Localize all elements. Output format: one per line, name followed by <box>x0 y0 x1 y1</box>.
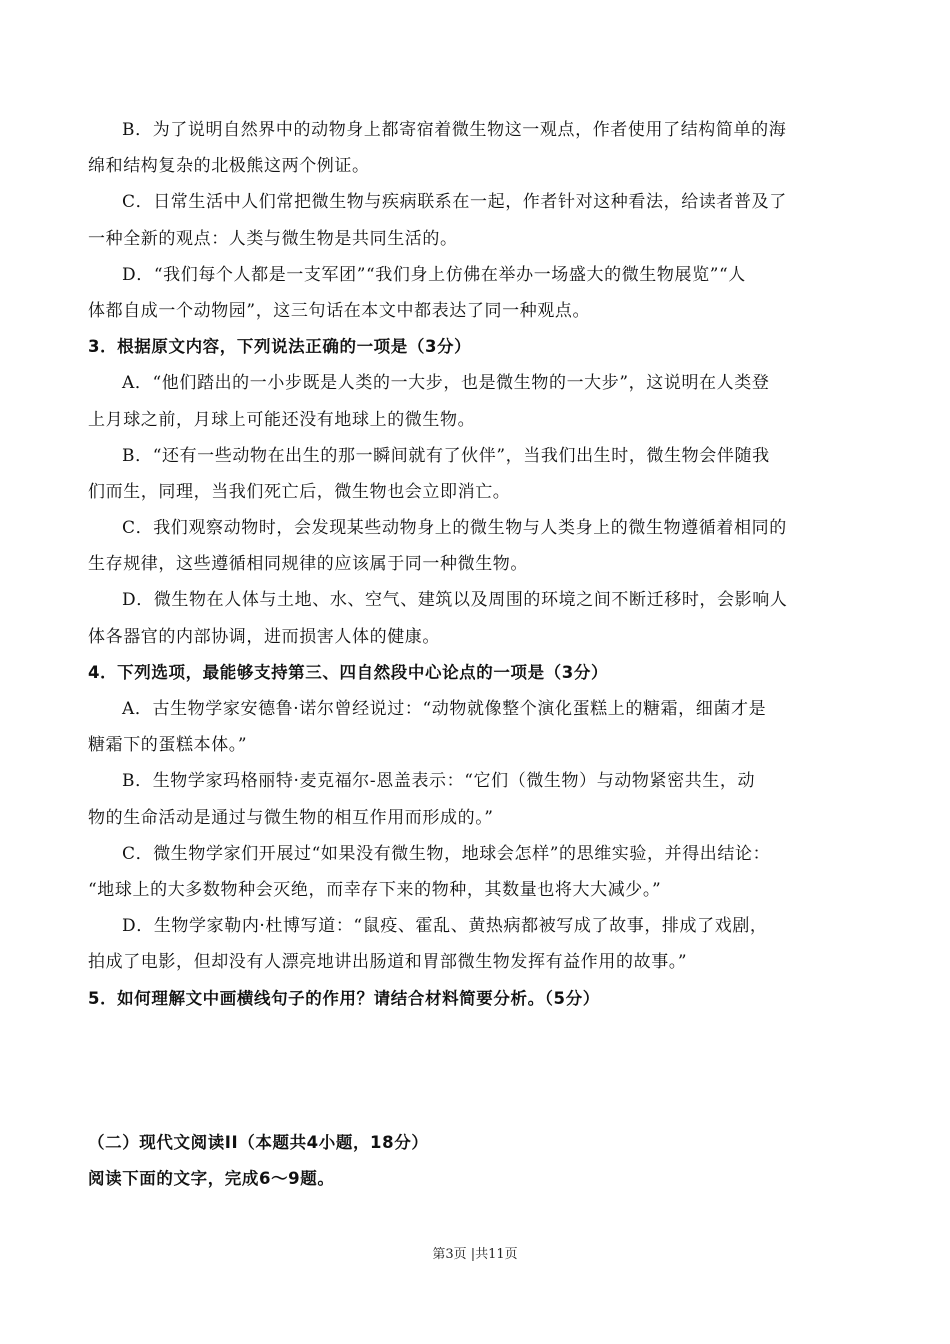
answer-space <box>88 1017 862 1125</box>
q4-option-d-line2: 拍成了电影，但却没有人漂亮地讲出肠道和胃部微生物发挥有益作用的故事。” <box>88 952 688 973</box>
q2-option-c-line2: 一种全新的观点：人类与微生物是共同生活的。 <box>88 228 458 249</box>
q2-option-b-line2: 绵和结构复杂的北极熊这两个例证。 <box>88 156 370 177</box>
q4-option-b-line2: 物的生命活动是通过与微生物的相互作用而形成的。” <box>88 807 494 828</box>
q4-option-a-line1: A．古生物学家安德鲁·诺尔曾经说过：“动物就像整个演化蛋糕上的糖霜，细菌才是 <box>122 699 767 719</box>
page-footer: 第3页 |共11页 <box>432 1247 518 1262</box>
q3-option-c-line2: 生存规律，这些遵循相同规律的应该属于同一种微生物。 <box>88 554 528 575</box>
section-2-instruction: 阅读下面的文字，完成6～9题。 <box>88 1168 335 1188</box>
q3-option-b-line1: B．“还有一些动物在出生的那一瞬间就有了伙伴”，当我们出生时，微生物会伴随我 <box>122 445 770 466</box>
q2-option-d-line2: 体都自成一个动物园”，这三句话在本文中都表达了同一种观点。 <box>88 300 591 321</box>
q4-stem: 4．下列选项，最能够支持第三、四自然段中心论点的一项是（3分） <box>88 662 609 682</box>
q4-option-b-line1: B．生物学家玛格丽特·麦克福尔-恩盖表示：“它们（微生物）与动物紧密共生，动 <box>122 771 756 792</box>
q4-option-c-line2: “地球上的大多数物种会灭绝，而幸存下来的物种，其数量也将大大减少。” <box>88 879 662 900</box>
q3-option-b-line2: 们而生，同理，当我们死亡后，微生物也会立即消亡。 <box>88 481 511 502</box>
q3-option-a-line1: A．“他们踏出的一小步既是人类的一大步，也是微生物的一大步”，这说明在人类登 <box>122 373 770 394</box>
q3-option-a-line2: 上月球之前，月球上可能还没有地球上的微生物。 <box>88 409 476 430</box>
q4-option-a-line2: 糖霜下的蛋糕本体。” <box>88 735 248 756</box>
question-3 <box>88 329 862 655</box>
q3-stem: 3．根据原文内容，下列说法正确的一项是（3分） <box>88 337 472 357</box>
q2-option-d-line1: D．“我们每个人都是一支军团”“我们身上仿佛在举办一场盛大的微生物展览”“人 <box>122 264 746 285</box>
q2-option-c-line1: C．日常生活中人们常把微生物与疾病联系在一起，作者针对这种看法，给读者普及了 <box>122 192 787 213</box>
exam-page-content <box>88 112 862 1197</box>
q3-option-d-line2: 体各器官的内部协调，进而损害人体的健康。 <box>88 626 440 647</box>
section-2-header <box>88 1125 862 1197</box>
q3-option-c-line1: C．我们观察动物时，会发现某些动物身上的微生物与人类身上的微生物遵循着相同的 <box>122 518 787 539</box>
question-4 <box>88 655 862 981</box>
q4-option-c-line1: C．微生物学家们开展过“如果没有微生物，地球会怎样”的思维实验，并得出结论： <box>122 843 771 864</box>
q5-stem: 5．如何理解文中画横线句子的作用？请结合材料简要分析。（5分） <box>88 988 600 1008</box>
q4-option-d-line1: D．生物学家勒内·杜博写道：“鼠疫、霍乱、黄热病都被写成了故事，排成了戏剧， <box>122 916 768 937</box>
question-2-options <box>88 112 862 329</box>
section-2-heading: （二）现代文阅读II（本题共4小题，18分） <box>88 1132 429 1152</box>
question-5 <box>88 981 862 1017</box>
q3-option-d-line1: D．微生物在人体与土地、水、空气、建筑以及周围的环境之间不断迁移时，会影响人 <box>122 590 788 611</box>
q2-option-b-line1: B．为了说明自然界中的动物身上都寄宿着微生物这一观点，作者使用了结构简单的海 <box>122 120 787 140</box>
